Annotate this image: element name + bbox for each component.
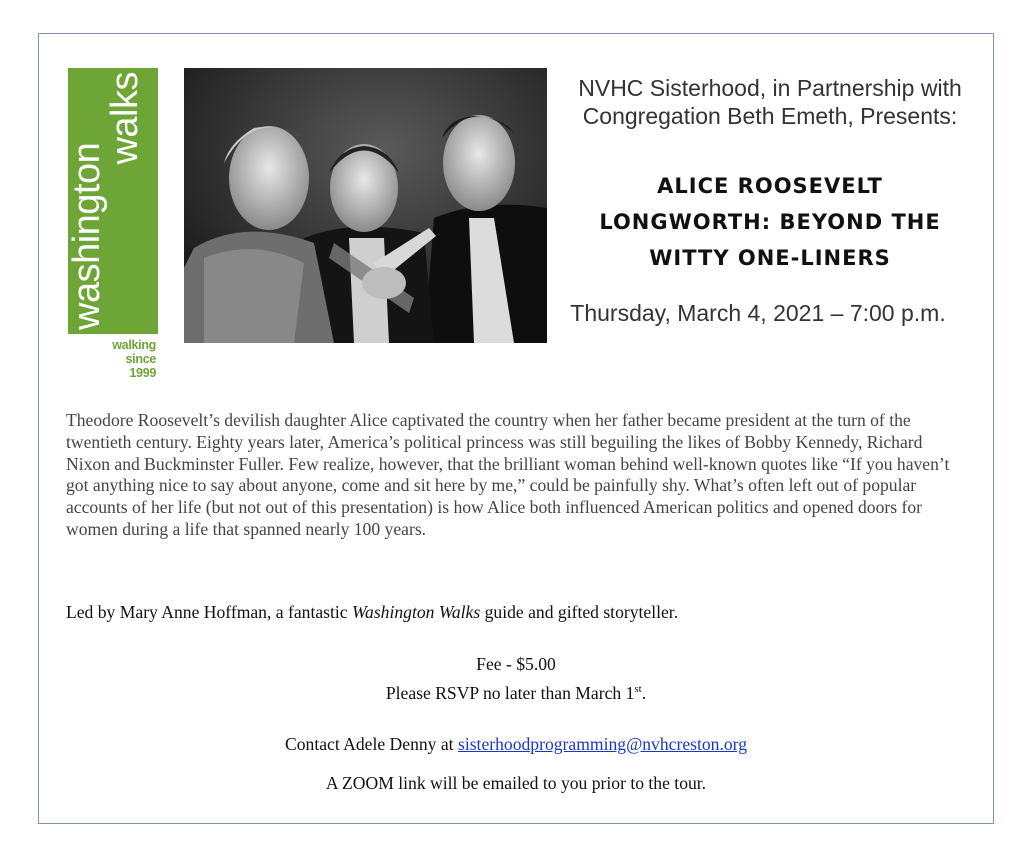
guide-suffix: guide and gifted storyteller. xyxy=(480,602,679,622)
logo-word-walks: walks xyxy=(104,72,146,165)
presenter-heading xyxy=(560,74,980,130)
rsvp-sup: st xyxy=(634,683,642,695)
fee-text: Fee - $5.00 xyxy=(476,654,556,674)
rsvp-text xyxy=(66,677,966,706)
logo-word-washington: washington xyxy=(66,142,108,330)
fee-block xyxy=(66,652,966,706)
title-line-1: ALICE ROOSEVELT xyxy=(657,174,883,198)
zoom-note: A ZOOM link will be emailed to you prior to the tour. xyxy=(325,773,707,793)
logo-tag-year: 1999 xyxy=(129,366,156,380)
logo-tag-walking: walking xyxy=(112,338,156,352)
presenter-line-2: Congregation Beth Emeth, Presents: xyxy=(582,103,958,129)
title-line-3: WITTY ONE-LINERS xyxy=(649,246,891,270)
event-datetime: Thursday, March 4, 2021 – 7:00 p.m. xyxy=(570,300,946,326)
logo-tagline xyxy=(112,338,156,380)
historic-photo xyxy=(184,68,547,343)
guide-line xyxy=(66,602,966,623)
event-description: Theodore Roosevelt’s devilish daughter Alice captivated the country when her father became president at the turn of the twentieth century. Eighty years later, America’s political princess was still beguiling the likes of Bobby Kennedy, Richard Nixon and Buckminster Fuller. Few realize, however, that the brilliant woman behind well-known quotes like “If you haven’t got anything nice to say about anyone, come and sit here by me,” could be painfully shy. What’s often left out of popular accounts of her life (but not out of this presentation) is how Alice both influenced American politics and opened doors for women during a life that spanned nearly 100 years. xyxy=(66,410,950,539)
contact-line xyxy=(66,734,966,755)
contact-email-link[interactable]: sisterhoodprogramming@nvhcreston.org xyxy=(457,734,747,754)
guide-prefix: Led by Mary Anne Hoffman, a fantastic xyxy=(66,602,352,622)
rsvp-end: . xyxy=(641,682,647,703)
presenter-line-1: NVHC Sisterhood, in Partnership with xyxy=(578,75,962,101)
washington-walks-logo xyxy=(68,68,158,386)
rsvp-main: Please RSVP no later than March 1 xyxy=(385,682,635,703)
photo-illustration xyxy=(184,68,547,343)
contact-prefix: Contact Adele Denny at xyxy=(285,734,458,754)
logo-green-box xyxy=(68,68,158,334)
event-title xyxy=(560,168,980,276)
logo-wordmark xyxy=(68,68,158,334)
title-line-2: LONGWORTH: BEYOND THE xyxy=(599,210,941,234)
logo-tag-since: since xyxy=(125,352,156,366)
guide-italic: Washington Walks xyxy=(351,602,481,622)
